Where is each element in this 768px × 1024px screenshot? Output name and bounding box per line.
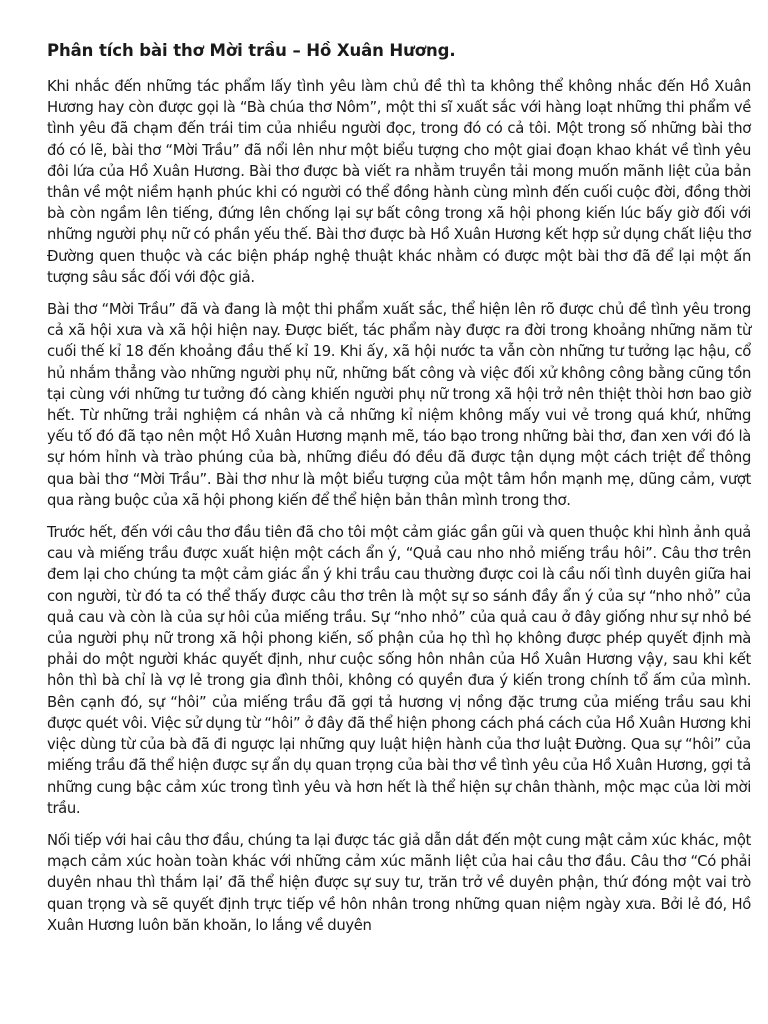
paragraph-next-lines: Nối tiếp với hai câu thơ đầu, chúng ta lại được tác giả dẫn dắt đến một cung mật cảm xúc khác, một mạch cảm xúc hoàn toàn khác với những cảm xúc mãnh liệt của hai câu thơ đầu. Câu thơ “Có phải duyên nhau thì thắm lại’ đã thể hiện được sự suy tư, trăn trở về duyên phận, thứ đóng một vai trò quan trọng và sẽ quyết định trực tiếp về hôn nhân trong những quan niệm ngày xưa. Bởi lẻ đó, Hồ Xuân Hương luôn băn khoăn, lo lắng về duyên: [47, 831, 751, 934]
paragraph-intro: Khi nhắc đến những tác phẩm lấy tình yêu làm chủ đề thì ta không thể không nhắc đến Hồ Xuân Hương hay còn được gọi là “Bà chúa thơ Nôm”, một thi sĩ xuất sắc với hàng loạt những thi phẩm về tình yêu đã chạm đến trái tim của nhiều người đọc, trong đó có cả tôi. Một trong số những bài thơ đó có lẽ, bài thơ “Mời Trầu” đã nổi lên như một biểu tượng cho một giai đoạn khao khát về tình yêu đôi lứa của Hồ Xuân Hương. Bài thơ được bà viết ra nhằm truyền tải mong muốn mãnh liệt của bản thân về một niềm hạnh phúc khi có người có thể đồng hành cùng mình đến cuối cuộc đời, đồng thời bà còn ngầm lên tiếng, đứng lên chống lại sự bất công trong xã hội phong kiến lúc bấy giờ đối với những người phụ nữ có phần yếu thế. Bài thơ được bà Hồ Xuân Hương kết hợp sử dụng chất liệu thơ Đường quen thuộc và các biện pháp nghệ thuật khác nhằm có được một bài thơ đã để lại một ấn tượng sâu sắc đối với độc giả.: [47, 78, 751, 286]
paragraph-context: Bài thơ “Mời Trầu” đã và đang là một thi phẩm xuất sắc, thể hiện lên rõ được chủ đề tình yêu trong cả xã hội xưa và xã hội hiện nay. Được biết, tác phẩm này được ra đời trong khoảng những năm từ cuối thế kỉ 18 đến khoảng đầu thế kỉ 19. Khi ấy, xã hội nước ta vẫn còn những tư tưởng lạc hậu, cổ hủ nhắm thẳng vào những người phụ nữ, những bất công và việc đối xử không công bằng cũng tồn tại cùng với những tư tưởng đó càng khiến người phụ nữ trong xã hội trở nên thiệt thòi hơn bao giờ hết. Từ những trải nghiệm cá nhân và cả những kỉ niệm không mấy vui vẻ trong quá khứ, những yếu tố đó đã tạo nên một Hồ Xuân Hương mạnh mẽ, táo bạo trong những bài thơ, đan xen với đó là sự hóm hỉnh và trào phúng của bà, những điều đó đều đã được tận dụng một cách triệt để thông qua bài thơ “Mời Trầu”. Bài thơ như là một biểu tượng của một tâm hồn mạnh mẹ, dũng cảm, vượt qua ràng buộc của xã hội phong kiến để thể hiện bản thân mình trong thơ.: [47, 301, 751, 509]
paragraph-first-lines: Trước hết, đến với câu thơ đầu tiên đã cho tôi một cảm giác gần gũi và quen thuộc khi hình ảnh quả cau và miếng trầu được xuất hiện một cách ẩn ý, “Quả cau nho nhỏ miếng trầu hôi”. Câu thơ trên đem lại cho chúng ta một cảm giác ẩn ý khi trầu cau thường được coi là cầu nối tình duyên giữa hai con người, từ đó ta có thể thấy được câu thơ trên là một sự so sánh đầy ẩn ý của sự “nho nhỏ” của quả cau và còn là của sự hôi của miếng trầu. Sự “nho nhỏ” của quả cau ở đây giống như sự nhỏ bé của người phụ nữ trong xã hội phong kiến, số phận của họ thì họ không được phép quyết định mà phải do một người khác quyết định, như cuộc sống hôn nhân của Hồ Xuân Hương vậy, sau khi kết hôn thì bà chỉ là vợ lẻ trong gia đình thôi, không có quyền đưa ý kiến trong chính tổ ấm của mình. Bên cạnh đó, sự “hôi” của miếng trầu đã gợi tả hương vị nồng đặc trưng của miếng trầu sau khi được quét vôi. Việc sử dụng từ “hôi” ở đây đã thể hiện phong cách phá cách của Hồ Xuân Hương khi việc dùng từ của bà đã đi ngược lại những quy luật hiện hành của thơ luật Đường. Qua sự “hôi” của miếng trầu đã thể hiện được sự ẩn dụ quan trọng của bài thơ về tình yêu của Hồ Xuân Hương, gợi tả những cung bậc cảm xúc trong tình yêu và hơn hết là thể hiện sự chân thành, mộc mạc của lời mời trầu.: [47, 524, 751, 817]
document-page: [47, 40, 751, 947]
document-title: Phân tích bài thơ Mời trầu – Hồ Xuân Hương.: [47, 41, 456, 60]
